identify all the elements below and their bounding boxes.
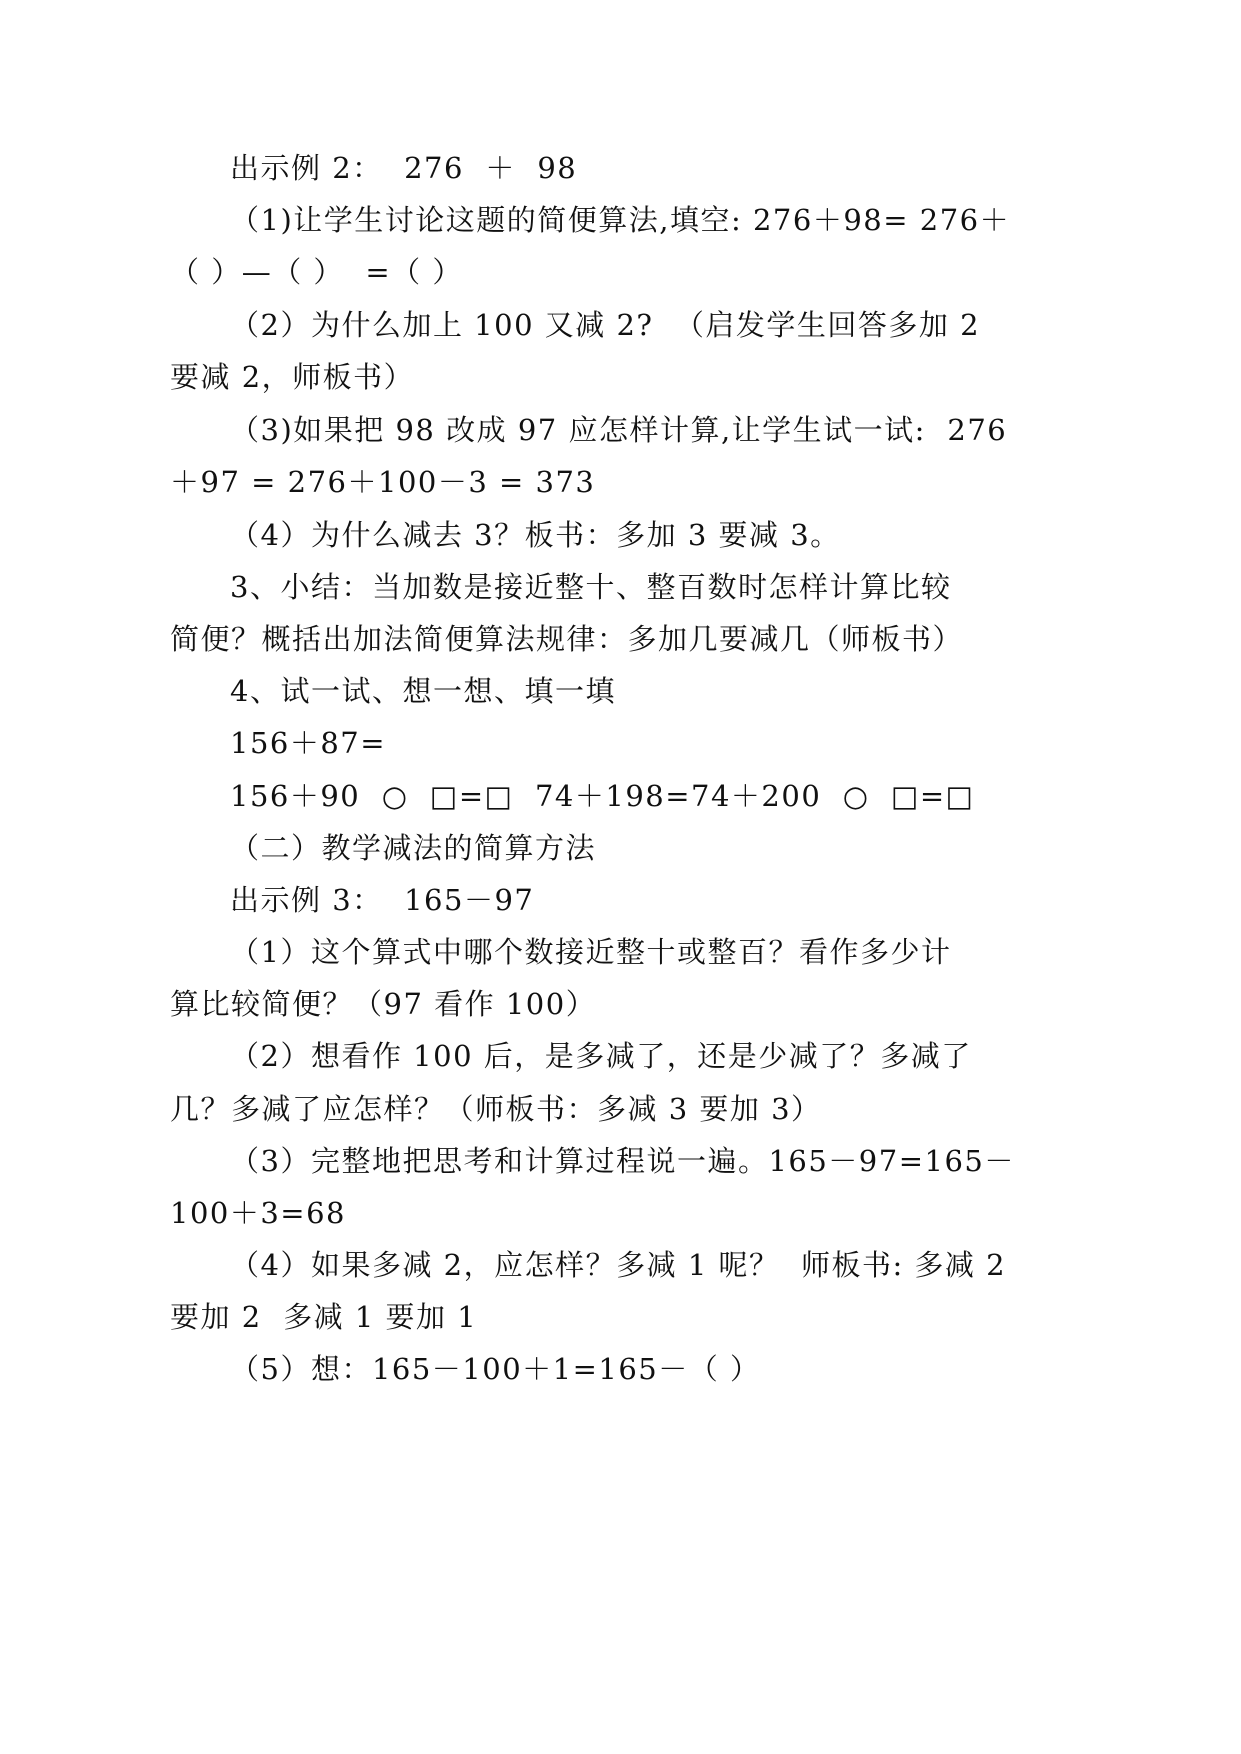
text-line: （3）完整地把思考和计算过程说一遍。165－97=165－ (230, 1144, 1015, 1178)
text-line: 简便？概括出加法简便算法规律：多加几要减几（师板书） (170, 622, 964, 656)
text-line: （5）想：165－100＋1=165－（ ） (230, 1352, 761, 1386)
text-line: （2）为什么加上 100 又减 2? （启发学生回答多加 2 (230, 308, 981, 342)
text-line: 156＋87= (230, 726, 387, 760)
text-line: 出示例 3： 165－97 (230, 883, 535, 917)
text-line: ＋97 = 276＋100－3 = 373 (170, 465, 596, 499)
text-line: 算比较简便？（97 看作 100） (170, 987, 597, 1021)
text-line: （2）想看作 100 后，是多减了，还是少减了？多减了 (230, 1039, 972, 1073)
text-line: （3)如果把 98 改成 97 应怎样计算,让学生试一试: 276 (230, 413, 1008, 447)
text-line: 156＋90 ○ □=□ 74＋198=74＋200 ○ □=□ (230, 779, 975, 813)
text-line: （1）这个算式中哪个数接近整十或整百？看作多少计 (230, 935, 952, 969)
text-line: 要加 2 多减 1 要加 1 (170, 1300, 478, 1334)
text-line: 100＋3=68 (170, 1196, 347, 1230)
text-line: （4）为什么减去 3？板书：多加 3 要减 3。 (230, 518, 841, 552)
text-line: （二）教学减法的简算方法 (230, 831, 597, 865)
text-line: （1)让学生讨论这题的简便算法,填空: 276＋98= 276＋ (230, 203, 1011, 237)
text-line: 出示例 2： 276 ＋ 98 (230, 151, 578, 185)
text-line: （ ）—（ ） =（ ） (170, 255, 463, 289)
text-line: 几？多减了应怎样？（师板书：多减 3 要加 3） (170, 1092, 822, 1126)
text-line: 要减 2，师板书） (170, 360, 415, 394)
text-line: 3、小结：当加数是接近整十、整百数时怎样计算比较 (230, 570, 952, 604)
text-line: 4、试一试、想一想、填一填 (230, 674, 616, 708)
text-line: （4）如果多减 2，应怎样？多减 1 呢？ 师板书: 多减 2 (230, 1248, 1007, 1282)
